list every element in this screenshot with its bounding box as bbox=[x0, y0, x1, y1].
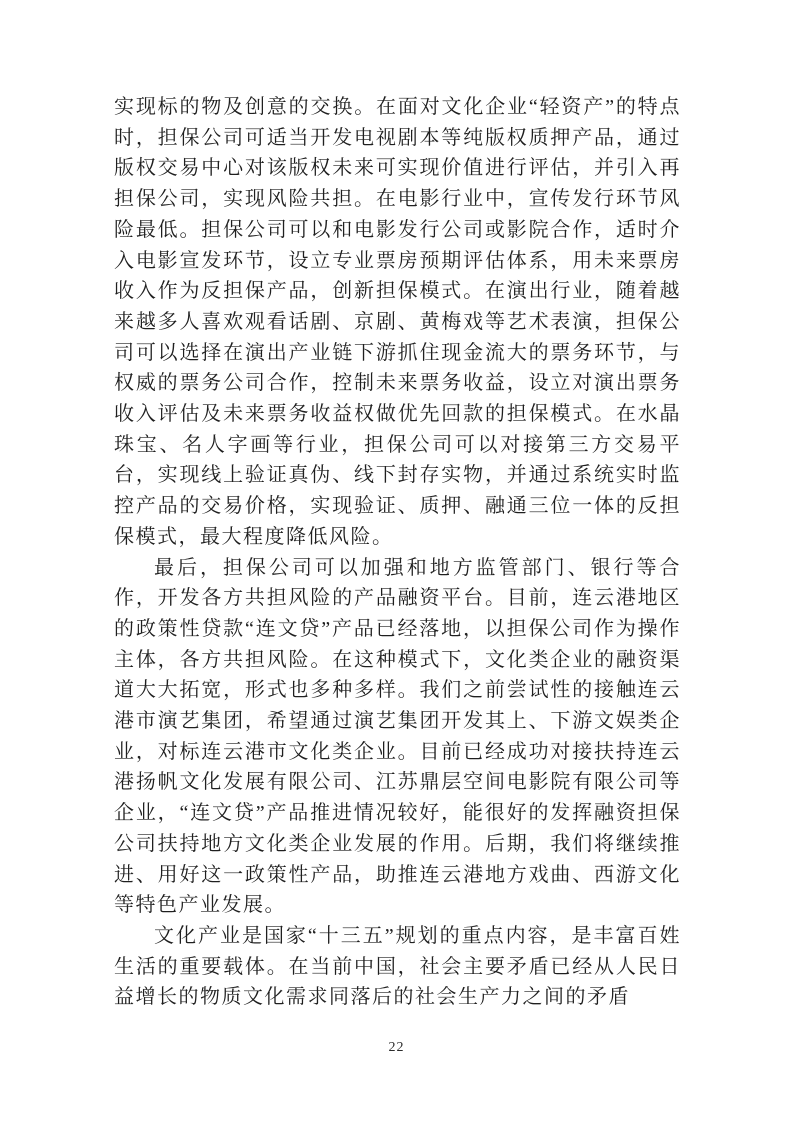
paragraph-1: 实现标的物及创意的交换。在面对文化企业“轻资产”的特点时，担保公司可适当开发电视剧本等纯版权质押产品，通过版权交易中心对该版权未来可实现价值进行评估，并引入再担保公司，实现风险共担。在电影行业中，宣传发行环节风险最低。担保公司可以和电影发行公司或影院合作，适时介入电影宣发环节，设立专业票房预期评估体系，用未来票房收入作为反担保产品，创新担保模式。在演出行业，随着越来越多人喜欢观看话剧、京剧、黄梅戏等艺术表演，担保公司可以选择在演出产业链下游抓住现金流大的票务环节，与权威的票务公司合作，控制未来票务收益，设立对演出票务收入评估及未来票务收益权做优先回款的担保模式。在水晶珠宝、名人字画等行业，担保公司可以对接第三方交易平台，实现线上验证真伪、线下封存实物，并通过系统实时监控产品的交易价格，实现验证、质押、融通三位一体的反担保模式，最大程度降低风险。 bbox=[114, 96, 681, 548]
paragraph-3: 文化产业是国家“十三五”规划的重点内容，是丰富百姓生活的重要载体。在当前中国，社会主要矛盾已经从人民日益增长的物质文化需求同落后的社会生产力之间的矛盾 bbox=[114, 924, 681, 1009]
page-number: 22 bbox=[388, 1040, 405, 1055]
paragraph-2: 最后，担保公司可以加强和地方监管部门、银行等合作，开发各方共担风险的产品融资平台。目前，连云港地区的政策性贷款“连文贷”产品已经落地，以担保公司作为操作主体，各方共担风险。在这种模式下，文化类企业的融资渠道大大拓宽，形式也多种多样。我们之前尝试性的接触连云港市演艺集团，希望通过演艺集团开发其上、下游文娱类企业，对标连云港市文化类企业。目前已经成功对接扶持连云港扬帆文化发展有限公司、江苏鼎层空间电影院有限公司等企业，“连文贷”产品推进情况较好，能很好的发挥融资担保公司扶持地方文化类企业发展的作用。后期，我们将继续推进、用好这一政策性产品，助推连云港地方戏曲、西游文化等特色产业发展。 bbox=[114, 556, 681, 917]
document-text-block bbox=[114, 92, 681, 1013]
